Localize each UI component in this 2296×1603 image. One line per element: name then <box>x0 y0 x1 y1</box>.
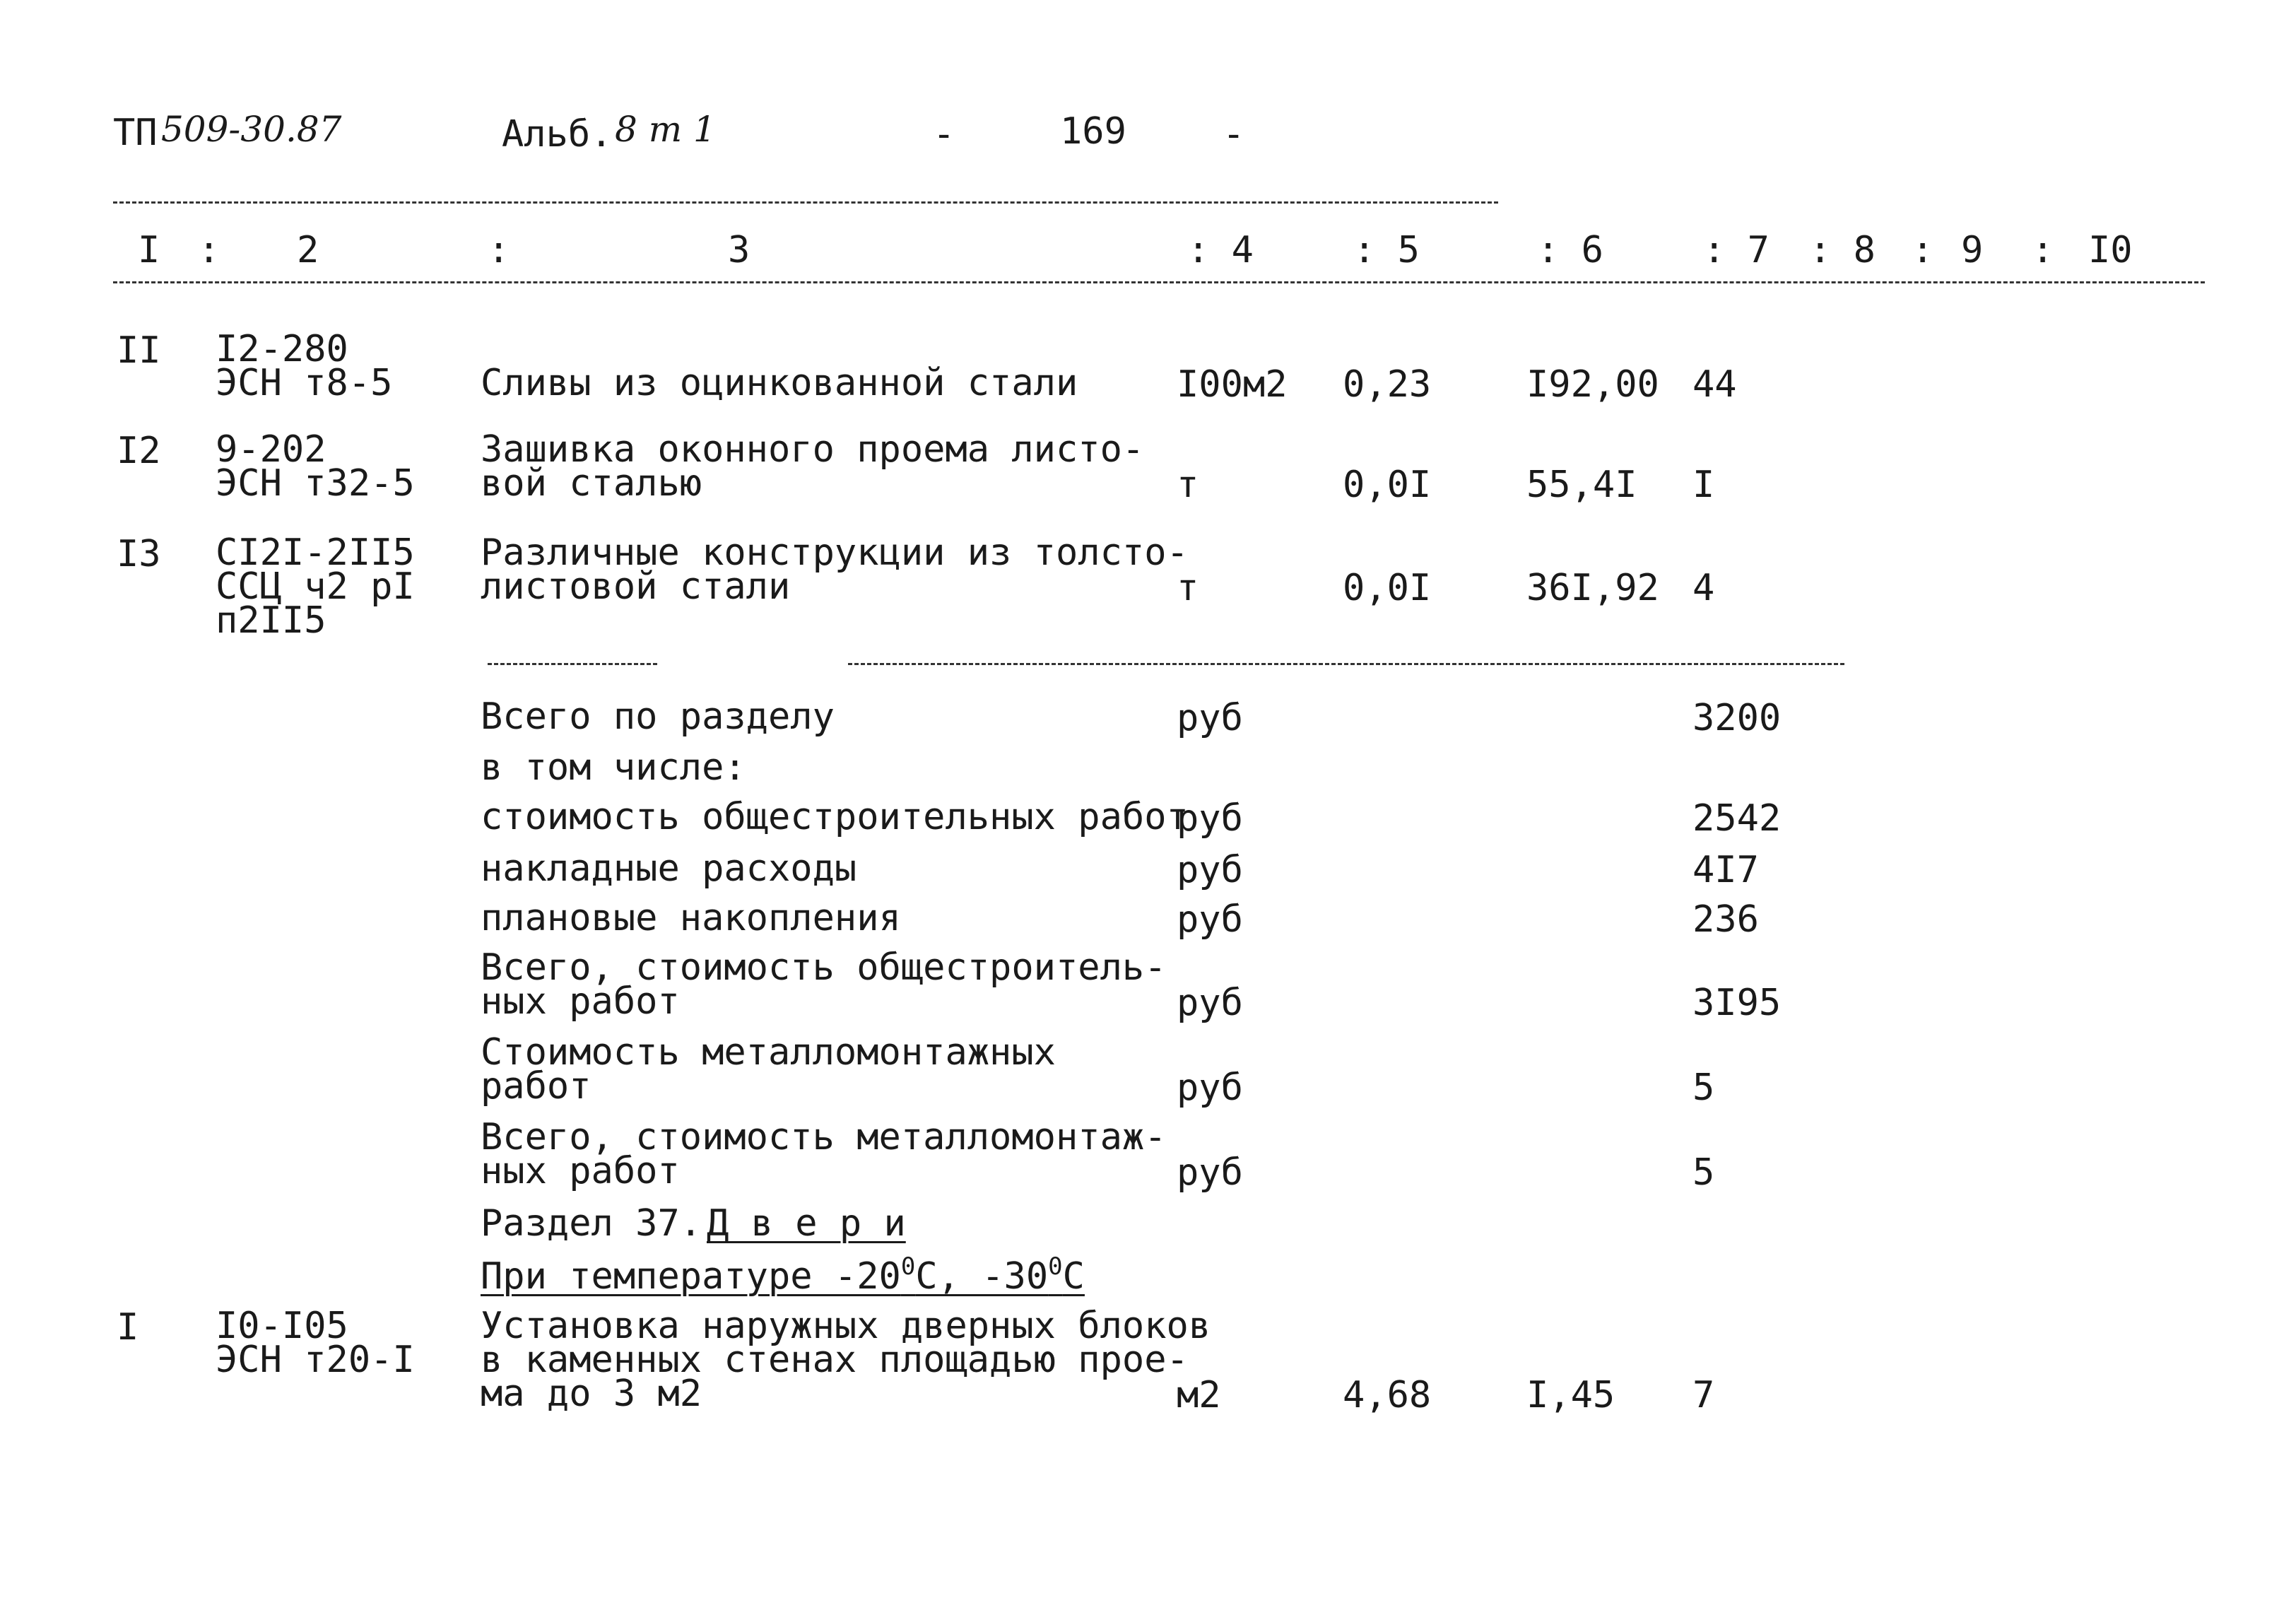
row-price: I92,00 <box>1526 363 1659 406</box>
summary-label: Всего, стоимость металломонтаж- ных работ <box>481 1116 1167 1192</box>
row-code: I0-I05 ЭСН т20-I <box>216 1305 415 1381</box>
column-header-rule <box>113 281 2205 283</box>
row-number: II <box>117 329 161 372</box>
summary-value: 3I95 <box>1692 982 1782 1024</box>
summary-label: плановые накопления <box>481 897 901 939</box>
temperature-condition: При температуре $-20^0С$, $-30^0С$ <box>481 1252 1085 1298</box>
totals-separator-left <box>488 663 657 665</box>
row-quantity: 0,23 <box>1343 363 1432 406</box>
summary-label: Стоимость металломонтажных работ <box>481 1031 1056 1108</box>
col-10: I0 <box>2088 229 2133 271</box>
summary-value: 5 <box>1692 1151 1715 1194</box>
header-dash-left: - <box>933 113 955 155</box>
row-code: 9-202 ЭСН т32-5 <box>216 428 415 505</box>
totals-separator-right <box>848 663 1844 665</box>
row-number: I3 <box>117 533 161 575</box>
summary-unit: руб <box>1177 1151 1243 1194</box>
summary-value: 5 <box>1692 1067 1715 1109</box>
summary-value: 4I7 <box>1692 849 1759 891</box>
page-number: 169 <box>1060 110 1126 153</box>
row-description: Установка наружных дверных блоков в каменных стенах площадью прое- ма до 3 м2 <box>481 1305 1211 1415</box>
row-number: I <box>117 1306 139 1349</box>
row-quantity: 0,0I <box>1343 464 1432 506</box>
col-sep-9: : <box>1912 229 1934 271</box>
summary-unit: руб <box>1177 898 1243 941</box>
row-description: Сливы из оцинкованной стали <box>481 362 1078 404</box>
row-unit: м2 <box>1177 1374 1221 1416</box>
col-6: : 6 <box>1537 229 1603 271</box>
summary-unit: руб <box>1177 849 1243 891</box>
row-description: Различные конструкции из толсто- листовой стали <box>481 532 1189 608</box>
row-description: Зашивка оконного проема листо- вой сталью <box>481 428 1145 505</box>
tp-prefix: ТП <box>113 112 158 154</box>
summary-value: 2542 <box>1692 797 1782 840</box>
row-unit: т <box>1177 464 1199 506</box>
col-2: 2 <box>297 229 319 271</box>
summary-label: Всего, стоимость общестроитель- ных работ <box>481 946 1167 1023</box>
row-price: 55,4I <box>1526 464 1637 506</box>
summary-label: стоимость общестроительных работ <box>481 796 1189 838</box>
summary-unit: руб <box>1177 697 1243 739</box>
col-4: : 4 <box>1187 229 1254 271</box>
row-code: СI2I-2II5 ССЦ ч2 рI п2II5 <box>216 532 415 642</box>
col-5: : 5 <box>1353 229 1420 271</box>
section-prefix: Раздел 37. <box>481 1202 702 1245</box>
header-top-rule <box>113 201 1498 204</box>
summary-label: в том числе: <box>481 746 746 789</box>
summary-value: 236 <box>1692 898 1759 941</box>
col-3: 3 <box>728 229 750 271</box>
header-dash-right: - <box>1223 113 1245 155</box>
summary-label: накладные расходы <box>481 847 857 890</box>
col-sep-2: : <box>488 229 510 271</box>
col-sep-10: : <box>2032 229 2054 271</box>
row-total: 7 <box>1692 1374 1715 1416</box>
album-number: 8 т 1 <box>615 109 716 150</box>
col-1: I <box>138 229 160 271</box>
col-7: : 7 <box>1703 229 1770 271</box>
row-quantity: 4,68 <box>1343 1374 1432 1416</box>
row-total: 4 <box>1692 567 1715 609</box>
summary-unit: руб <box>1177 797 1243 840</box>
summary-unit: руб <box>1177 1067 1243 1109</box>
row-total: I <box>1692 464 1715 506</box>
summary-value: 3200 <box>1692 697 1782 739</box>
row-code: I2-280 ЭСН т8-5 <box>216 328 393 404</box>
section-title: Д в е р и <box>707 1202 906 1245</box>
row-price: 36I,92 <box>1526 567 1659 609</box>
col-9: 9 <box>1961 229 1984 271</box>
row-total: 44 <box>1692 363 1737 406</box>
summary-unit: руб <box>1177 982 1243 1024</box>
col-8: : 8 <box>1809 229 1876 271</box>
row-unit: т <box>1177 567 1199 609</box>
row-quantity: 0,0I <box>1343 567 1432 609</box>
row-number: I2 <box>117 430 161 472</box>
row-unit: I00м2 <box>1177 363 1288 406</box>
summary-label: Всего по разделу <box>481 695 835 738</box>
tp-number: 509-30.87 <box>161 109 342 150</box>
album-prefix: Альб. <box>502 113 613 155</box>
col-sep-1: : <box>198 229 220 271</box>
row-price: I,45 <box>1526 1374 1615 1416</box>
